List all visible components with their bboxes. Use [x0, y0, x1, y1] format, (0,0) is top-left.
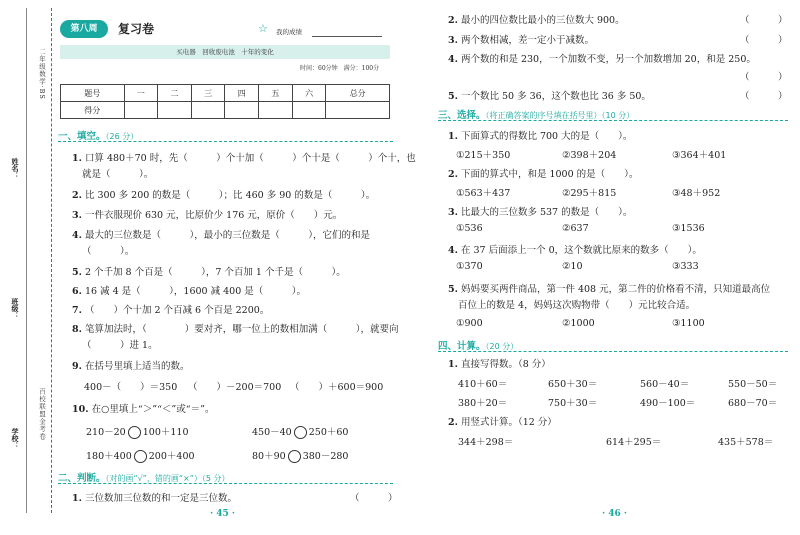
calc-item: 560－40＝ — [640, 379, 690, 390]
choice-question-3: 3. 比最大的三位数多 537 的数是（ ）。 — [448, 207, 633, 218]
choice-option[interactable]: ③333 — [672, 261, 699, 272]
calc-item: 380＋20＝ — [458, 398, 508, 409]
choice-option[interactable]: ①215＋350 — [456, 150, 511, 161]
calc-item: 490－100＝ — [640, 398, 696, 409]
fill-expression: （ ）－200＝700 — [188, 382, 282, 393]
score-table — [60, 84, 390, 119]
fill-expression: 400－（ ）＝350 — [84, 382, 178, 393]
score-input-cell[interactable] — [326, 102, 390, 119]
section-title: 二、判断。（对的画“√”，错的画“×”）（5 分） — [58, 473, 230, 484]
question-fill-8: 8. 笔算加法时，（ ）要对齐，哪一位上的数相加满（ ），就要向 — [72, 324, 399, 335]
vertical-calc-item: 344＋298＝ — [458, 437, 514, 448]
table-cell: 二 — [158, 85, 192, 102]
class-label: 班级： — [11, 298, 20, 319]
choice-option[interactable]: ①563＋437 — [456, 188, 511, 199]
time-info: 时间：60分钟 满分：100分 — [300, 65, 380, 72]
compare-item: 450－40 250＋60 — [252, 427, 349, 438]
calc-item: 550－50＝ — [728, 379, 778, 390]
page-number: · 45 · — [210, 509, 236, 519]
compare-item: 80＋90 380－280 — [252, 451, 349, 462]
compare-circle[interactable] — [294, 426, 307, 439]
table-cell: 五 — [259, 85, 293, 102]
vertical-calc-item: 614＋295＝ — [606, 437, 662, 448]
question-fill-10: 10. 在○里填上“＞”“＜”或“＝”。 — [72, 404, 215, 415]
choice-option[interactable]: ①900 — [456, 318, 483, 329]
page-number: · 46 · — [602, 509, 628, 519]
school-label: 学校： — [11, 428, 20, 449]
compare-circle[interactable] — [288, 450, 301, 463]
question-fill-6: 6. 16 减 4 是（ ），1600 减 400 是（ ）。 — [72, 286, 307, 297]
choice-question-5-cont: 百位上的数是 4，妈妈这次购物带（ ）元比较合适。 — [458, 300, 696, 311]
question-fill-4: 4. 最大的三位数是（ ），最小的三位数是（ ），它们的和是 — [72, 230, 370, 241]
score-field[interactable] — [312, 36, 382, 37]
compare-item: 210－20 100＋110 — [86, 427, 189, 438]
calc-question-1: 1. 直接写得数。（8 分） — [448, 359, 551, 370]
choice-option[interactable]: ③1536 — [672, 223, 705, 234]
choice-option[interactable]: ②10 — [562, 261, 583, 272]
table-cell: 题号 — [61, 85, 125, 102]
section-divider — [58, 483, 393, 484]
question-fill-1: 1. 口算 480＋70 时，先（ ）个十加（ ）个十是（ ）个十，也 — [72, 153, 416, 164]
score-input-cell[interactable] — [292, 102, 326, 119]
judge-question-1: 1. 三位数加三位数的和一定是三位数。 — [72, 493, 237, 504]
calc-item: 410＋60＝ — [458, 379, 508, 390]
choice-option[interactable]: ②295＋815 — [562, 188, 617, 199]
compare-circle[interactable] — [128, 426, 141, 439]
compare-item: 180＋400 200＋400 — [86, 451, 195, 462]
judge-question-3: 3. 两个数相减，差一定小于减数。 — [448, 35, 594, 46]
section-title: 三、选择。（将正确答案的序号填在括号里）（10 分） — [438, 110, 635, 121]
choice-question-5: 5. 妈妈要买两件商品，第一件 408 元，第二件的价格看不清，只知道最高位 — [448, 284, 771, 295]
choice-option[interactable]: ②1000 — [562, 318, 595, 329]
choice-question-4: 4. 在 37 后面添上一个 0，这个数就比原来的数多（ ）。 — [448, 245, 702, 256]
question-fill-9: 9. 在括号里填上适当的数。 — [72, 361, 190, 372]
star-icon: ☆ — [258, 22, 268, 35]
answer-paren[interactable]: （ ） — [350, 493, 398, 504]
topics-strip: 买电器 回收废电池 十年的变化 — [60, 45, 390, 59]
choice-option[interactable]: ③1100 — [672, 318, 705, 329]
binding-margin — [10, 8, 52, 513]
choice-option[interactable]: ②398＋204 — [562, 150, 617, 161]
answer-paren[interactable]: （ ） — [740, 91, 788, 102]
judge-question-2: 2. 最小的四位数比最小的三位数大 900。 — [448, 15, 625, 26]
score-label: 我的成绩 — [276, 28, 302, 36]
fill-expression: （ ）＋600＝900 — [290, 382, 384, 393]
calc-item: 650＋30＝ — [548, 379, 598, 390]
question-fill-7: 7. （ ）个十加 2 个百减 6 个百是 2200。 — [72, 305, 270, 316]
answer-paren[interactable]: （ ） — [740, 72, 788, 83]
compare-circle[interactable] — [134, 450, 147, 463]
choice-option[interactable]: ③364＋401 — [672, 150, 727, 161]
score-input-cell[interactable] — [158, 102, 192, 119]
score-input-cell[interactable] — [191, 102, 225, 119]
score-table-score-row — [61, 102, 390, 119]
table-cell: 六 — [292, 85, 326, 102]
table-cell: 总分 — [326, 85, 390, 102]
week-badge: 第八周 — [60, 20, 108, 38]
section-divider — [438, 351, 788, 352]
choice-option[interactable]: ①370 — [456, 261, 483, 272]
section-title: 一、填空。（26 分） — [58, 131, 139, 142]
choice-question-2: 2. 下面的算式中，和是 1000 的是（ ）。 — [448, 169, 639, 180]
edition-text: 百校联盟金考卷 — [38, 388, 46, 441]
choice-option[interactable]: ①536 — [456, 223, 483, 234]
table-cell: 一 — [124, 85, 158, 102]
table-cell: 四 — [225, 85, 259, 102]
question-fill-2: 2. 比 300 多 200 的数是（ ）；比 460 多 90 的数是（ ）。 — [72, 190, 376, 201]
grade-text: 二年级数学·BS — [38, 48, 46, 100]
judge-question-4: 4. 两个数的和是 230，一个加数不变，另一个加数增加 20，和是 250。 — [448, 54, 756, 65]
binding-line — [26, 8, 27, 513]
calc-item: 680－70＝ — [728, 398, 778, 409]
score-input-cell[interactable] — [225, 102, 259, 119]
question-fill-8-cont: （ ）进 1。 — [82, 340, 158, 351]
question-fill-3: 3. 一件衣服现价 630 元，比原价少 176 元，原价（ ）元。 — [72, 210, 343, 221]
vertical-calc-item: 435＋578＝ — [718, 437, 774, 448]
calc-question-2: 2. 用竖式计算。（12 分） — [448, 417, 557, 428]
table-cell: 三 — [191, 85, 225, 102]
table-cell: 得分 — [61, 102, 125, 119]
calc-item: 750＋30＝ — [548, 398, 598, 409]
name-label: 姓名： — [11, 158, 20, 179]
choice-question-1: 1. 下面算式的得数比 700 大的是（ ）。 — [448, 131, 633, 142]
judge-question-5: 5. 一个数比 50 多 36，这个数也比 36 多 50。 — [448, 91, 651, 102]
answer-paren[interactable]: （ ） — [740, 15, 788, 26]
score-table-header-row — [61, 85, 390, 102]
right-page — [410, 0, 800, 535]
section-divider — [58, 141, 393, 142]
score-input-cell[interactable] — [124, 102, 158, 119]
section-divider — [438, 120, 788, 121]
question-fill-4-cont: （ ）。 — [82, 246, 135, 257]
page-title: 复习卷 — [118, 22, 155, 36]
score-input-cell[interactable] — [259, 102, 293, 119]
question-fill-1-cont: 就是（ ）。 — [82, 169, 154, 180]
choice-option[interactable]: ③48＋952 — [672, 188, 721, 199]
answer-paren[interactable]: （ ） — [740, 35, 788, 46]
question-fill-5: 5. 2 个千加 8 个百是（ ），7 个百加 1 个千是（ ）。 — [72, 267, 346, 278]
choice-option[interactable]: ②637 — [562, 223, 589, 234]
section-title: 四、计算。（20 分） — [438, 341, 519, 352]
